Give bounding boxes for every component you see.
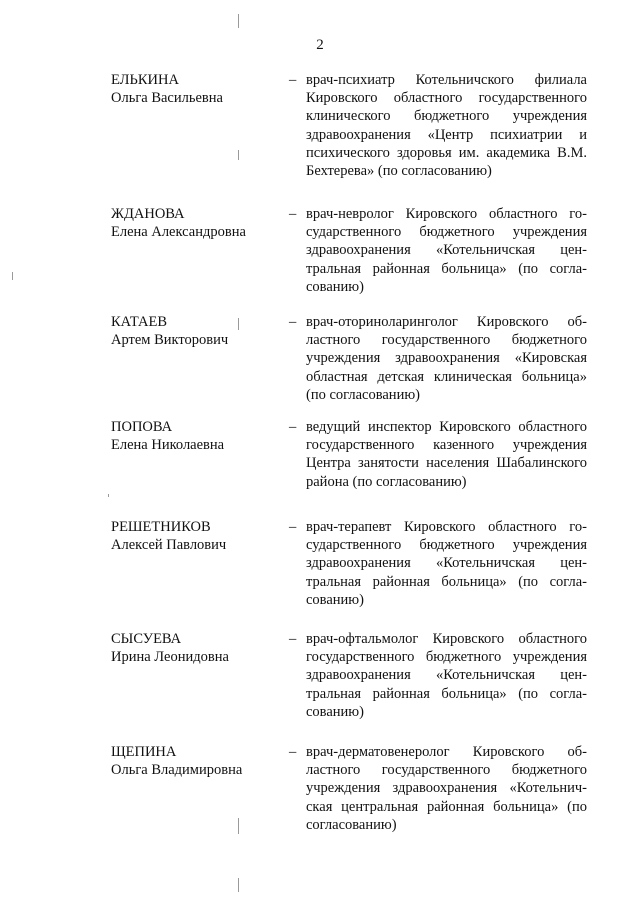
member-name: [111, 205, 286, 241]
member-surname: СЫСУЕВА: [111, 631, 182, 647]
member-surname: ПОПОВА: [111, 419, 173, 435]
member-position-description: ведущий инспектор Кировского областного государственного казенного учреждения Центра занятости населения Шабалинского района (по согласованию): [306, 419, 587, 490]
member-surname: КАТАЕВ: [111, 314, 168, 330]
member-position-description: врач-офтальмолог Кировского областного государственного бюджетного учреждения здравоохранения «Котельничская центральная районная больница» (по согласованию): [306, 631, 587, 720]
member-surname: ЖДАНОВА: [111, 206, 185, 222]
member-given-name: Ольга Владимировна: [111, 762, 243, 779]
entry-dash: –: [289, 314, 297, 330]
scan-speck: [108, 494, 109, 497]
scan-speck: [12, 272, 13, 280]
member-given-name: Артем Викторович: [111, 332, 229, 349]
entry-dash: –: [289, 519, 297, 535]
member-position-description: врач-оториноларинголог Кировского областного государственного бюджетного учреждения здравоохранения «Кировская областная детская клиническая больница» (по согласованию): [306, 314, 587, 403]
member-position-description: врач-психиатр Котельничского филиала Кировского областного государственного клинического бюджетного учреждения здравоохранения «Центр психиатрии и психического здоровья им. академика В.М. Бехтерева» (по согласованию): [306, 72, 587, 180]
member-position-description: врач-терапевт Кировского областного государственного бюджетного учреждения здравоохранения «Котельничская центральная районная больница» (по согласованию): [306, 519, 587, 608]
entry-dash: –: [289, 744, 297, 760]
member-position-description: врач-дерматовенеролог Кировского областного государственного бюджетного учреждения здравоохранения «Котельничская центральная районная больница» (по согласованию): [306, 744, 587, 833]
member-surname: РЕШЕТНИКОВ: [111, 519, 211, 535]
member-given-name: Елена Александровна: [111, 224, 246, 241]
member-position-description: врач-невролог Кировского областного государственного бюджетного учреждения здравоохранения «Котельничская центральная районная больница» (по согласованию): [306, 206, 587, 295]
scan-speck: [238, 818, 239, 834]
member-given-name: Ирина Леонидовна: [111, 649, 229, 666]
member-name: [111, 313, 286, 349]
scan-speck: [238, 150, 239, 160]
member-given-name: Елена Николаевна: [111, 437, 225, 454]
member-surname: ЕЛЬКИНА: [111, 72, 179, 88]
member-name: [111, 630, 286, 666]
entry-dash: –: [289, 206, 297, 222]
member-name: [111, 71, 286, 107]
entry-dash: –: [289, 72, 297, 88]
scan-speck: [238, 318, 239, 330]
page-number: 2: [316, 37, 324, 53]
member-given-name: Ольга Васильевна: [111, 90, 223, 107]
member-name: [111, 518, 286, 554]
entry-dash: –: [289, 631, 297, 647]
scan-speck: [238, 14, 239, 28]
member-name: [111, 743, 286, 779]
member-name: [111, 418, 286, 454]
member-given-name: Алексей Павлович: [111, 537, 227, 554]
scan-speck: [238, 878, 239, 892]
entry-dash: –: [289, 419, 297, 435]
member-surname: ЩЕПИНА: [111, 744, 177, 760]
